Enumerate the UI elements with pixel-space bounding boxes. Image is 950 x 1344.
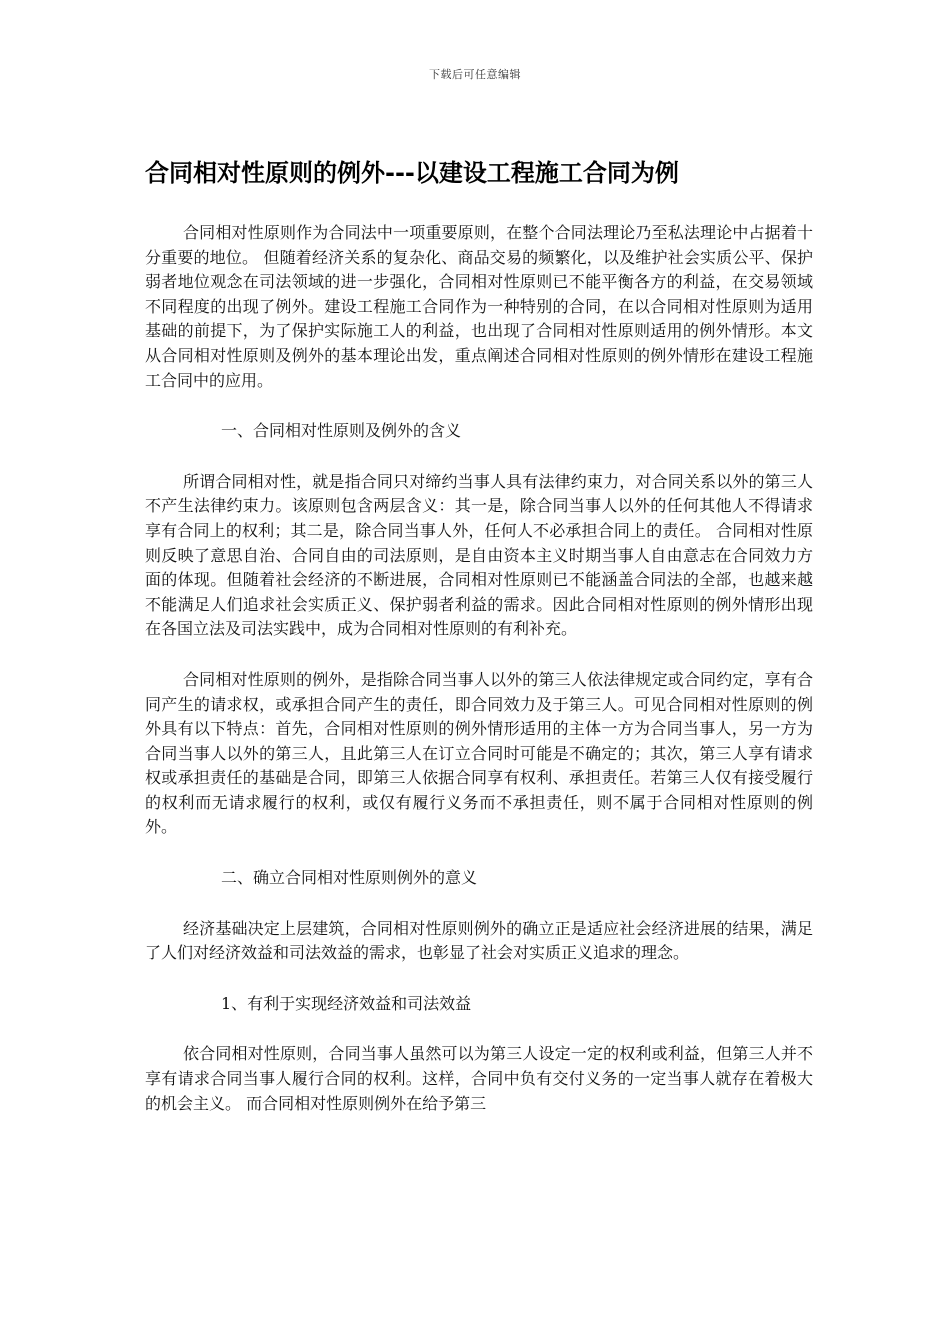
paragraph-significance: 经济基础决定上层建筑，合同相对性原则例外的确立正是适应社会经济进展的结果，满足了人们对经济效益和司法效益的需求，也彰显了社会对实质正义追求的理念。 xyxy=(145,918,813,963)
paragraph-efficiency: 依合同相对性原则，合同当事人虽然可以为第三人设定一定的权利或利益，但第三人并不享有请求合同当事人履行合同的权利。这样，合同中负有交付义务的一定当事人就存在着极大的机会主义。 而合同相对性原则例外在给予第三 xyxy=(145,1044,813,1113)
paragraph-intro: 合同相对性原则作为合同法中一项重要原则，在整个合同法理论乃至私法理论中占据着十分重要的地位。 但随着经济关系的复杂化、商品交易的频繁化，以及维护社会实质公平、保护弱者地位观念在司法领域的进一步强化，合同相对性原则已不能平衡各方的利益，在交易领域不同程度的出现了例外。建设工程施工合同作为一种特别的合同，在以合同相对性原则为适用基础的前提下，为了保护实际施工人的利益，也出现了合同相对性原则适用的例外情形。本文从合同相对性原则及例外的基本理论出发，重点阐述合同相对性原则的例外情形在建设工程施工合同中的应用。 xyxy=(145,223,813,390)
paragraph-definition: 所谓合同相对性，就是指合同只对缔约当事人具有法律约束力，对合同关系以外的第三人不产生法律约束力。该原则包含两层含义：其一是，除合同当事人以外的任何其他人不得请求享有合同上的权利；其二是，除合同当事人外，任何人不必承担合同上的责任。 合同相对性原则反映了意思自治、合同自由的司法原则，是自由资本主义时期当事人自由意志在合同效力方面的体现。但随着社会经济的不断进展，合同相对性原则已不能涵盖合同法的全部，也越来越不能满足人们追求社会实质正义、保护弱者利益的需求。因此合同相对性原则的例外情形出现在各国立法及司法实践中，成为合同相对性原则的有利补充。 xyxy=(145,471,813,639)
header-note: 下载后可任意编辑 xyxy=(429,68,521,81)
paragraph-exception: 合同相对性原则的例外，是指除合同当事人以外的第三人依法律规定或合同约定，享有合同产生的请求权，或承担合同产生的责任，即合同效力及于第三人。可见合同相对性原则的例外具有以下特点：首先，合同相对性原则的例外情形适用的主体一方为合同当事人，另一方为合同当事人以外的第三人，且此第三人在订立合同时可能是不确定的；其次，第三人享有请求权或承担责任的基础是合同，即第三人依据合同享有权利、承担责任。若第三人仅有接受履行的权利而无请求履行的权利，或仅有履行义务而不承担责任，则不属于合同相对性原则的例外。 xyxy=(145,669,813,837)
subsection-heading-1: 1、有利于实现经济效益和司法效益 xyxy=(221,993,472,1013)
document-title: 合同相对性原则的例外---以建设工程施工合同为例 xyxy=(145,159,679,187)
section-heading-2: 二、确立合同相对性原则例外的意义 xyxy=(221,868,478,888)
section-heading-1: 一、合同相对性原则及例外的含义 xyxy=(221,421,462,441)
document-body xyxy=(145,221,813,1142)
